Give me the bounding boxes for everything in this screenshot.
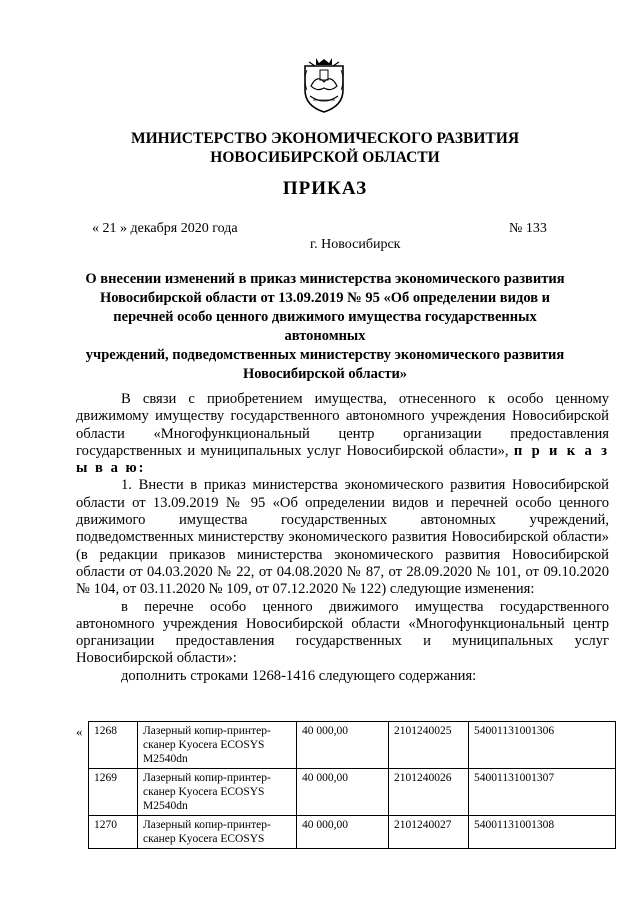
order-city: г. Новосибирск [310, 237, 401, 252]
coat-of-arms-icon [301, 56, 347, 114]
paragraph-list: в перечне особо ценного движимого имущества государственного автономного учреждения Новосибирской области «Многофункциональный центр организации предоставления государственных и муниципальных услуг Новосибирской области»: [76, 598, 609, 667]
ministry-name [80, 129, 570, 167]
order-title: ПРИКАЗ [282, 178, 368, 199]
table-row [89, 816, 616, 849]
item-price: 40 000,00 [297, 816, 389, 849]
subject-line-5: Новосибирской области» [242, 366, 408, 382]
item-inventory: 2101240027 [389, 816, 469, 849]
item-code: 54001131001306 [469, 722, 616, 769]
item-name: Лазерный копир-принтер-сканер Kyocera ECOSYS M2540dn [138, 769, 297, 816]
item-code: 54001131001308 [469, 816, 616, 849]
row-number: 1269 [89, 769, 138, 816]
item-name: Лазерный копир-принтер-сканер Kyocera ECOSYS [138, 816, 297, 849]
item-name: Лазерный копир-принтер-сканер Kyocera ECOSYS M2540dn [138, 722, 297, 769]
order-date: « 21 » декабря 2020 года [92, 221, 238, 236]
table-open-quote: « [76, 724, 83, 739]
row-number: 1270 [89, 816, 138, 849]
ministry-line-1: МИНИСТЕРСТВО ЭКОНОМИЧЕСКОГО РАЗВИТИЯ [130, 130, 520, 147]
table-row [89, 722, 616, 769]
item-inventory: 2101240026 [389, 769, 469, 816]
item-price: 40 000,00 [297, 722, 389, 769]
order-word: п р и к а з ы в а ю: [76, 442, 609, 477]
subject-line-1: О внесении изменений в приказ министерства экономического развития [85, 271, 565, 287]
property-table [88, 721, 616, 849]
preamble-text: В связи с приобретением имущества, отнесенного к особо ценному движимому имуществу государственного автономного учреждения Новосибирской области «Многофункциональный центр организации предоставления государственных и муниципальных услуг Новосибирской области», [76, 391, 609, 459]
order-body [76, 391, 609, 685]
subject-line-3: перечней особо ценного движимого имущества государственных автономных [113, 309, 537, 344]
subject-line-4: учреждений, подведомственных министерству экономического развития [85, 347, 565, 363]
item-inventory: 2101240025 [389, 722, 469, 769]
paragraph-add-rows: дополнить строками 1268-1416 следующего содержания: [121, 667, 477, 684]
item-code: 54001131001307 [469, 769, 616, 816]
table-row [89, 769, 616, 816]
item-price: 40 000,00 [297, 769, 389, 816]
paragraph-item-1: 1. Внести в приказ министерства экономического развития Новосибирской области от 13.09.2019 № 95 «Об определении видов и перечней особо ценного движимого имущества государственных автономных учреждений, подведомственных министерству экономического развития Новосибирской области» (в редакции приказов министерства экономического развития Новосибирской области от 04.03.2020 № 22, от 04.08.2020 № 87, от 28.09.2020 № 101, от 09.10.2020 № 104, от 03.11.2020 № 109, от 07.12.2020 № 122) следующие изменения: [76, 477, 609, 598]
subject-line-2: Новосибирской области от 13.09.2019 № 95 «Об определении видов и [99, 290, 551, 306]
row-number: 1268 [89, 722, 138, 769]
order-number: № 133 [509, 221, 547, 236]
order-subject [82, 270, 568, 384]
paragraph-preamble [76, 391, 609, 477]
ministry-line-2: НОВОСИБИРСКОЙ ОБЛАСТИ [210, 149, 440, 166]
